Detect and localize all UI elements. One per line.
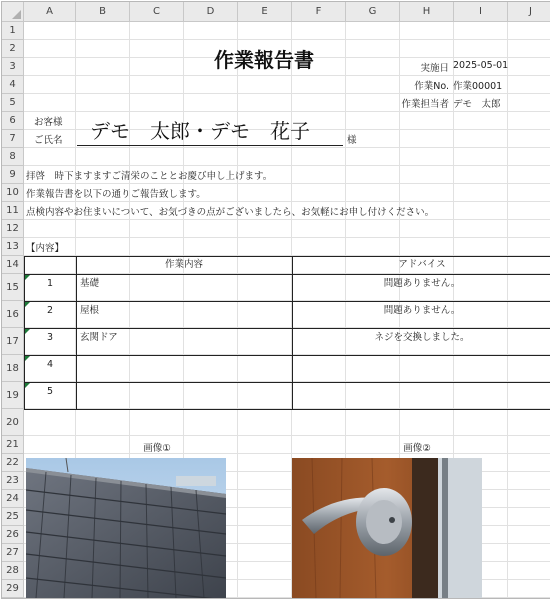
section-label: 【内容】 — [26, 243, 65, 254]
row-header-1[interactable]: 1 — [2, 22, 24, 40]
greeting-line-2: 作業報告書を以下の通りご報告致します。 — [26, 189, 206, 200]
table-row-work[interactable] — [80, 378, 288, 405]
gridline-horizontal — [24, 201, 550, 202]
date-value[interactable]: 2025-05-01 — [453, 60, 509, 71]
row-header-21[interactable]: 21 — [2, 436, 24, 454]
gridline-horizontal — [24, 93, 550, 94]
person-label: 作業担当者 — [401, 99, 449, 110]
table-header-advice[interactable]: アドバイス — [398, 259, 446, 270]
image-label-2: 画像② — [403, 443, 431, 454]
column-header-f[interactable]: F — [292, 2, 346, 22]
gridline-horizontal — [24, 111, 550, 112]
table-row-work[interactable] — [80, 351, 288, 378]
greeting-line-1: 拝啓 時下ますますご清栄のこととお慶び申し上げます。 — [26, 171, 273, 182]
image-label-1: 画像① — [143, 443, 171, 454]
column-header-g[interactable]: G — [346, 2, 400, 22]
table-row-advice[interactable] — [294, 351, 550, 378]
row-header-8[interactable]: 8 — [2, 148, 24, 166]
row-header-23[interactable]: 23 — [2, 472, 24, 490]
row-header-4[interactable]: 4 — [2, 76, 24, 94]
gridline-horizontal — [24, 237, 550, 238]
row-header-25[interactable]: 25 — [2, 508, 24, 526]
row-header-7[interactable]: 7 — [2, 130, 24, 148]
gridline-horizontal — [24, 435, 550, 436]
work-no-label: 作業No. — [414, 81, 449, 92]
customer-name[interactable]: デモ 太郎・デモ 花子 — [90, 119, 310, 143]
row-header-11[interactable]: 11 — [2, 202, 24, 220]
row-header-6[interactable]: 6 — [2, 112, 24, 130]
select-all-corner[interactable] — [2, 2, 24, 22]
cell-comment-indicator — [25, 302, 30, 307]
gridline-horizontal — [24, 453, 550, 454]
row-header-20[interactable]: 20 — [2, 409, 24, 436]
table-row-no[interactable]: 4 — [46, 359, 54, 370]
row-header-26[interactable]: 26 — [2, 526, 24, 544]
customer-label: お客様 — [34, 117, 63, 128]
cell-comment-indicator — [25, 329, 30, 334]
row-header-24[interactable]: 24 — [2, 490, 24, 508]
table-border — [24, 409, 550, 410]
cell-comment-indicator — [25, 275, 30, 280]
column-header-h[interactable]: H — [400, 2, 454, 22]
roof-photo[interactable] — [26, 458, 226, 598]
column-header-e[interactable]: E — [238, 2, 292, 22]
greeting-line-3: 点検内容やお住まいについて、お気づきの点がございましたら、お気軽にお申し付けください。 — [26, 207, 435, 218]
person-value[interactable]: デモ 太郎 — [453, 99, 501, 110]
row-header-17[interactable]: 17 — [2, 328, 24, 355]
cell-comment-indicator — [25, 356, 30, 361]
table-row-no[interactable]: 1 — [46, 278, 54, 289]
table-row-no[interactable]: 5 — [46, 386, 54, 397]
row-header-9[interactable]: 9 — [2, 166, 24, 184]
table-row-work[interactable]: 玄関ドア — [80, 332, 118, 343]
gridline-horizontal — [24, 165, 550, 166]
gridline-horizontal — [24, 147, 550, 148]
row-header-28[interactable]: 28 — [2, 562, 24, 580]
column-header-a[interactable]: A — [24, 2, 76, 22]
column-header-j[interactable]: J — [508, 2, 550, 22]
column-header-i[interactable]: I — [454, 2, 508, 22]
table-row-advice[interactable] — [294, 378, 550, 405]
gridline-horizontal — [24, 219, 550, 220]
row-header-3[interactable]: 3 — [2, 58, 24, 76]
table-row-advice[interactable]: ネジを交換しました。 — [374, 332, 470, 343]
gridline-horizontal — [24, 39, 550, 40]
table-row-advice[interactable]: 問題ありません。 — [383, 305, 461, 316]
table-row-no[interactable]: 3 — [46, 332, 54, 343]
column-header-d[interactable]: D — [184, 2, 238, 22]
row-header-5[interactable]: 5 — [2, 94, 24, 112]
table-row-work[interactable]: 基礎 — [80, 278, 100, 289]
gridline-horizontal — [24, 183, 550, 184]
roof-image — [26, 458, 226, 598]
row-header-14[interactable]: 14 — [2, 256, 24, 274]
row-header-19[interactable]: 19 — [2, 382, 24, 409]
honorific-suffix: 様 — [347, 135, 357, 146]
row-header-18[interactable]: 18 — [2, 355, 24, 382]
table-row-advice[interactable]: 問題ありません。 — [383, 278, 461, 289]
customer-name-label: ご氏名 — [34, 135, 63, 146]
customer-name-underline — [77, 145, 343, 146]
table-border — [76, 256, 77, 409]
door-handle-image — [292, 458, 482, 598]
row-header-10[interactable]: 10 — [2, 184, 24, 202]
row-header-12[interactable]: 12 — [2, 220, 24, 238]
table-row-work[interactable]: 屋根 — [80, 305, 100, 316]
row-header-13[interactable]: 13 — [2, 238, 24, 256]
row-header-16[interactable]: 16 — [2, 301, 24, 328]
table-header-work[interactable]: 作業内容 — [164, 259, 203, 270]
table-border — [292, 256, 293, 409]
spreadsheet — [1, 1, 550, 599]
cell-comment-indicator — [25, 383, 30, 388]
gridline-horizontal — [24, 75, 550, 76]
row-header-27[interactable]: 27 — [2, 544, 24, 562]
column-header-c[interactable]: C — [130, 2, 184, 22]
column-header-b[interactable]: B — [76, 2, 130, 22]
row-header-2[interactable]: 2 — [2, 40, 24, 58]
row-header-22[interactable]: 22 — [2, 454, 24, 472]
door-handle-photo[interactable] — [292, 458, 482, 598]
row-header-15[interactable]: 15 — [2, 274, 24, 301]
row-header-29[interactable]: 29 — [2, 580, 24, 598]
work-no-value[interactable]: 作業00001 — [453, 81, 503, 92]
date-label: 実施日 — [420, 63, 449, 74]
table-row-no[interactable]: 2 — [46, 305, 54, 316]
page-title: 作業報告書 — [214, 48, 314, 72]
